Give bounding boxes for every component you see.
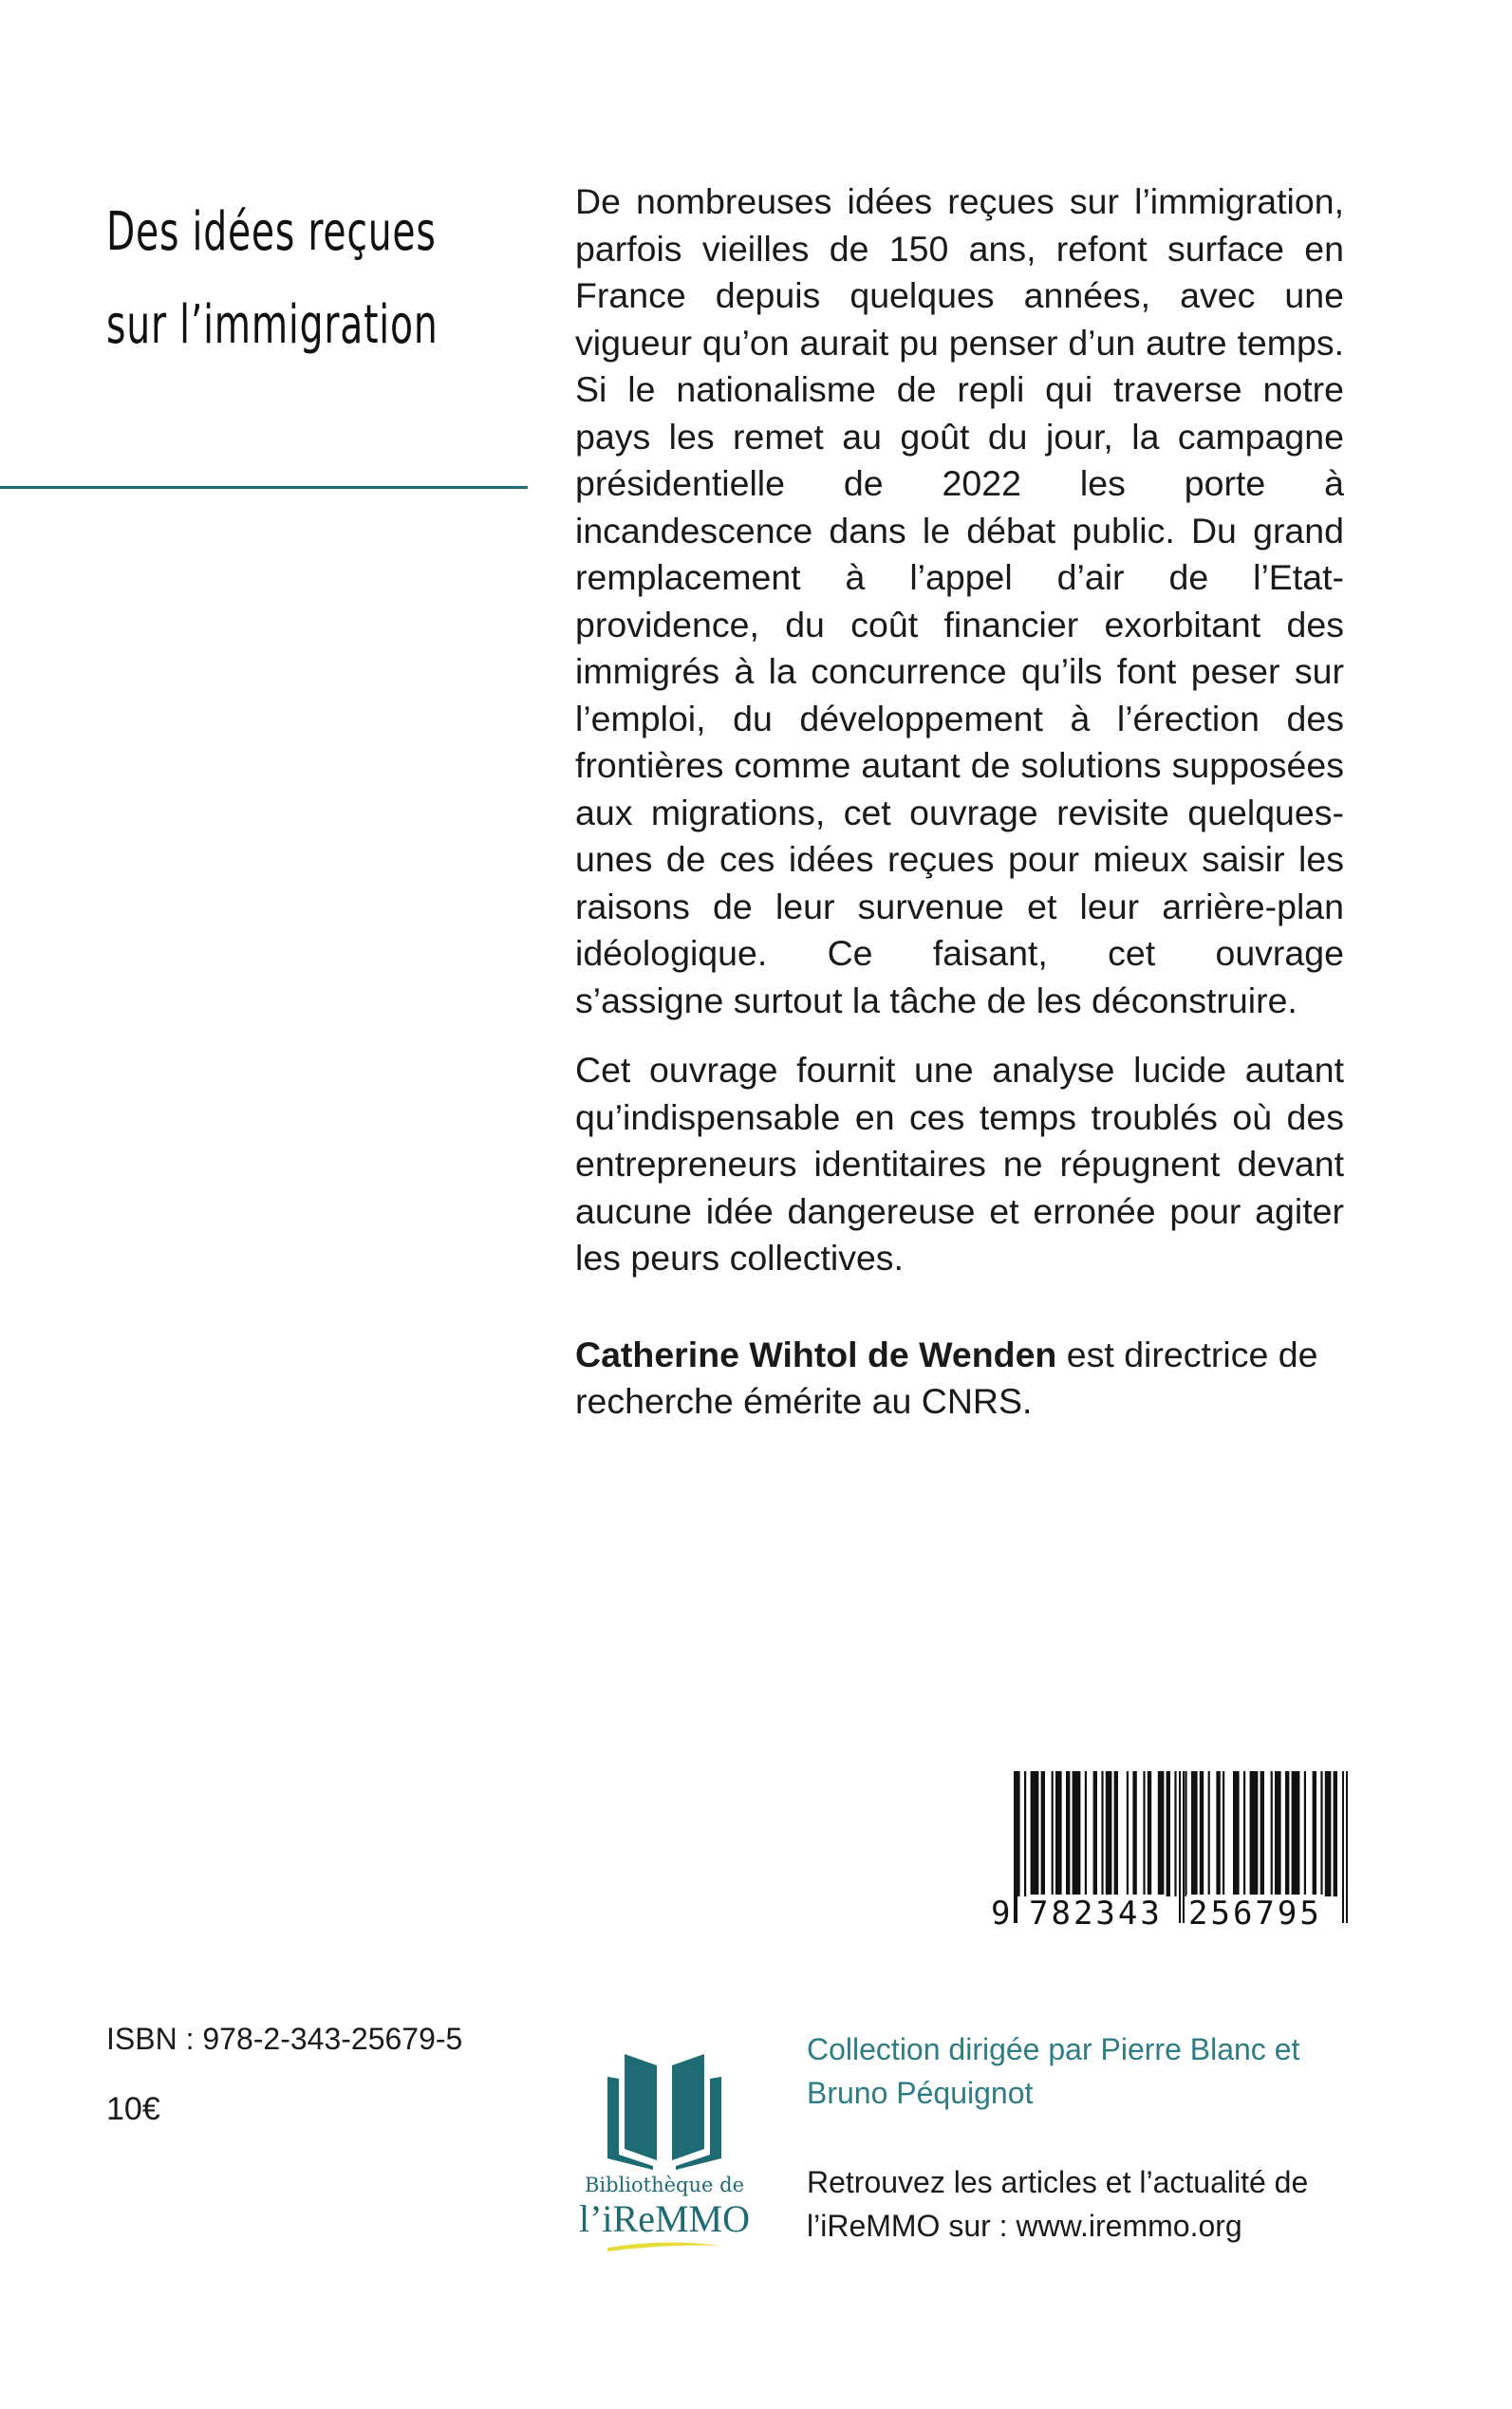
price: 10€ [106, 2091, 160, 2127]
description-paragraph-1-last-line: s’assigne surtout la tâche de les déconstruire. [575, 980, 1297, 1020]
barcode-bar [1041, 1771, 1045, 1896]
barcode-bar [1114, 1771, 1118, 1896]
barcode-first-digit: 9 [991, 1895, 1011, 1933]
barcode-bar [1223, 1771, 1224, 1896]
barcode-group-2: 256795 [1188, 1895, 1322, 1933]
barcode-bar [1106, 1771, 1112, 1896]
barcode-bar [1132, 1771, 1136, 1896]
author-bio-text: est directrice de recherche émérite au CNRS. [575, 1334, 1318, 1421]
logo-swoosh [569, 2236, 759, 2255]
barcode-bar [1233, 1771, 1240, 1896]
publisher-logo [569, 2041, 759, 2259]
title-line-2: sur l’immigration [106, 294, 439, 356]
description-paragraph-1-main: De nombreuses idées reçues sur l’immigration, parfois vieilles de 150 ans, refont surface en France depuis quelques années, avec une vigueur qu’on aurait pu penser d’un autre temps. Si le nationalisme de repli qui traverse notre pays les remet au goût du jour, la campagne présidentielle de 2022 les porte à incandescence dans le débat public. Du grand remplacement à l’appel d’air de l’Etat-providence, du coût financier exorbitant des immigrés à la concurrence qu’ils font peser sur l’emploi, du développement à l’érection des frontières comme autant de solutions supposées aux migrations, cet ouvrage revisite quelques-unes de ces idées reçues pour mieux saisir les raisons de leur survenue et leur arrière-plan idéologique. Ce faisant, cet ouvrage [575, 181, 1344, 973]
barcode-bar [1260, 1771, 1264, 1896]
barcode-bar [1216, 1771, 1220, 1896]
isbn: ISBN : 978-2-343-25679-5 [106, 2022, 463, 2056]
barcode-bar [1143, 1771, 1145, 1896]
barcode-bar [1292, 1771, 1300, 1896]
barcode-bar [1073, 1771, 1081, 1896]
barcode-bar [1285, 1771, 1289, 1896]
barcode-bar [1313, 1771, 1316, 1896]
barcode-bar [1334, 1771, 1337, 1896]
barcode-bar [1304, 1771, 1306, 1896]
author-name: Catherine Wihtol de Wenden [575, 1334, 1057, 1374]
website-notice: Retrouvez les articles et l’actualité de l’iReMMO sur : www.iremmo.org [807, 2165, 1309, 2243]
barcode-group-1: 782343 [1029, 1895, 1163, 1933]
barcode-bar [1271, 1771, 1273, 1896]
barcode-bar [1191, 1771, 1198, 1896]
barcode-bar [1127, 1771, 1129, 1896]
title-line-1: Des idées reçues [106, 201, 437, 263]
barcode-bar [1275, 1771, 1281, 1896]
barcode-bar [1325, 1771, 1332, 1896]
barcode-bar [1250, 1771, 1259, 1896]
barcode-bar [1085, 1771, 1087, 1896]
barcode-bar [1320, 1771, 1322, 1896]
barcode-bar [1101, 1771, 1103, 1896]
barcode-bar [1167, 1771, 1170, 1896]
barcode-bar [1055, 1771, 1062, 1896]
barcode-bar [1052, 1771, 1054, 1896]
barcode-bar [1200, 1771, 1204, 1896]
barcode-bar [1024, 1771, 1026, 1896]
barcode-bar [1208, 1771, 1210, 1896]
barcode-bar [1158, 1771, 1165, 1896]
description-paragraph-2: Cet ouvrage fournit une analyse lucide autant qu’indispensable en ces temps troublés où des entrepreneurs identitaires ne répugnent devant aucune idée dangereuse et erronée pour agiter les peurs collectives. [575, 1050, 1344, 1278]
barcode-bar [1185, 1771, 1186, 1896]
barcode-bar [1093, 1771, 1097, 1896]
open-book-icon [569, 2041, 759, 2174]
book-title [106, 186, 439, 372]
logo-text-line-1: Bibliothèque de [585, 2174, 744, 2196]
barcode-bar [1066, 1771, 1070, 1896]
barcode-bar [1243, 1771, 1245, 1896]
description-paragraph-1 [575, 178, 1344, 1024]
collection-editors: Collection dirigée par Pierre Blanc et Bruno Péquignot [807, 2032, 1300, 2110]
barcode-digits [987, 1895, 1357, 1933]
barcode-bar [1031, 1771, 1039, 1896]
title-divider [0, 486, 528, 489]
barcode-bar [1174, 1771, 1176, 1896]
back-cover-description [575, 178, 1344, 1426]
author-bio [575, 1332, 1344, 1426]
barcode-bar [1148, 1771, 1151, 1896]
logo-text-line-2: l’iReMMO [579, 2197, 750, 2240]
